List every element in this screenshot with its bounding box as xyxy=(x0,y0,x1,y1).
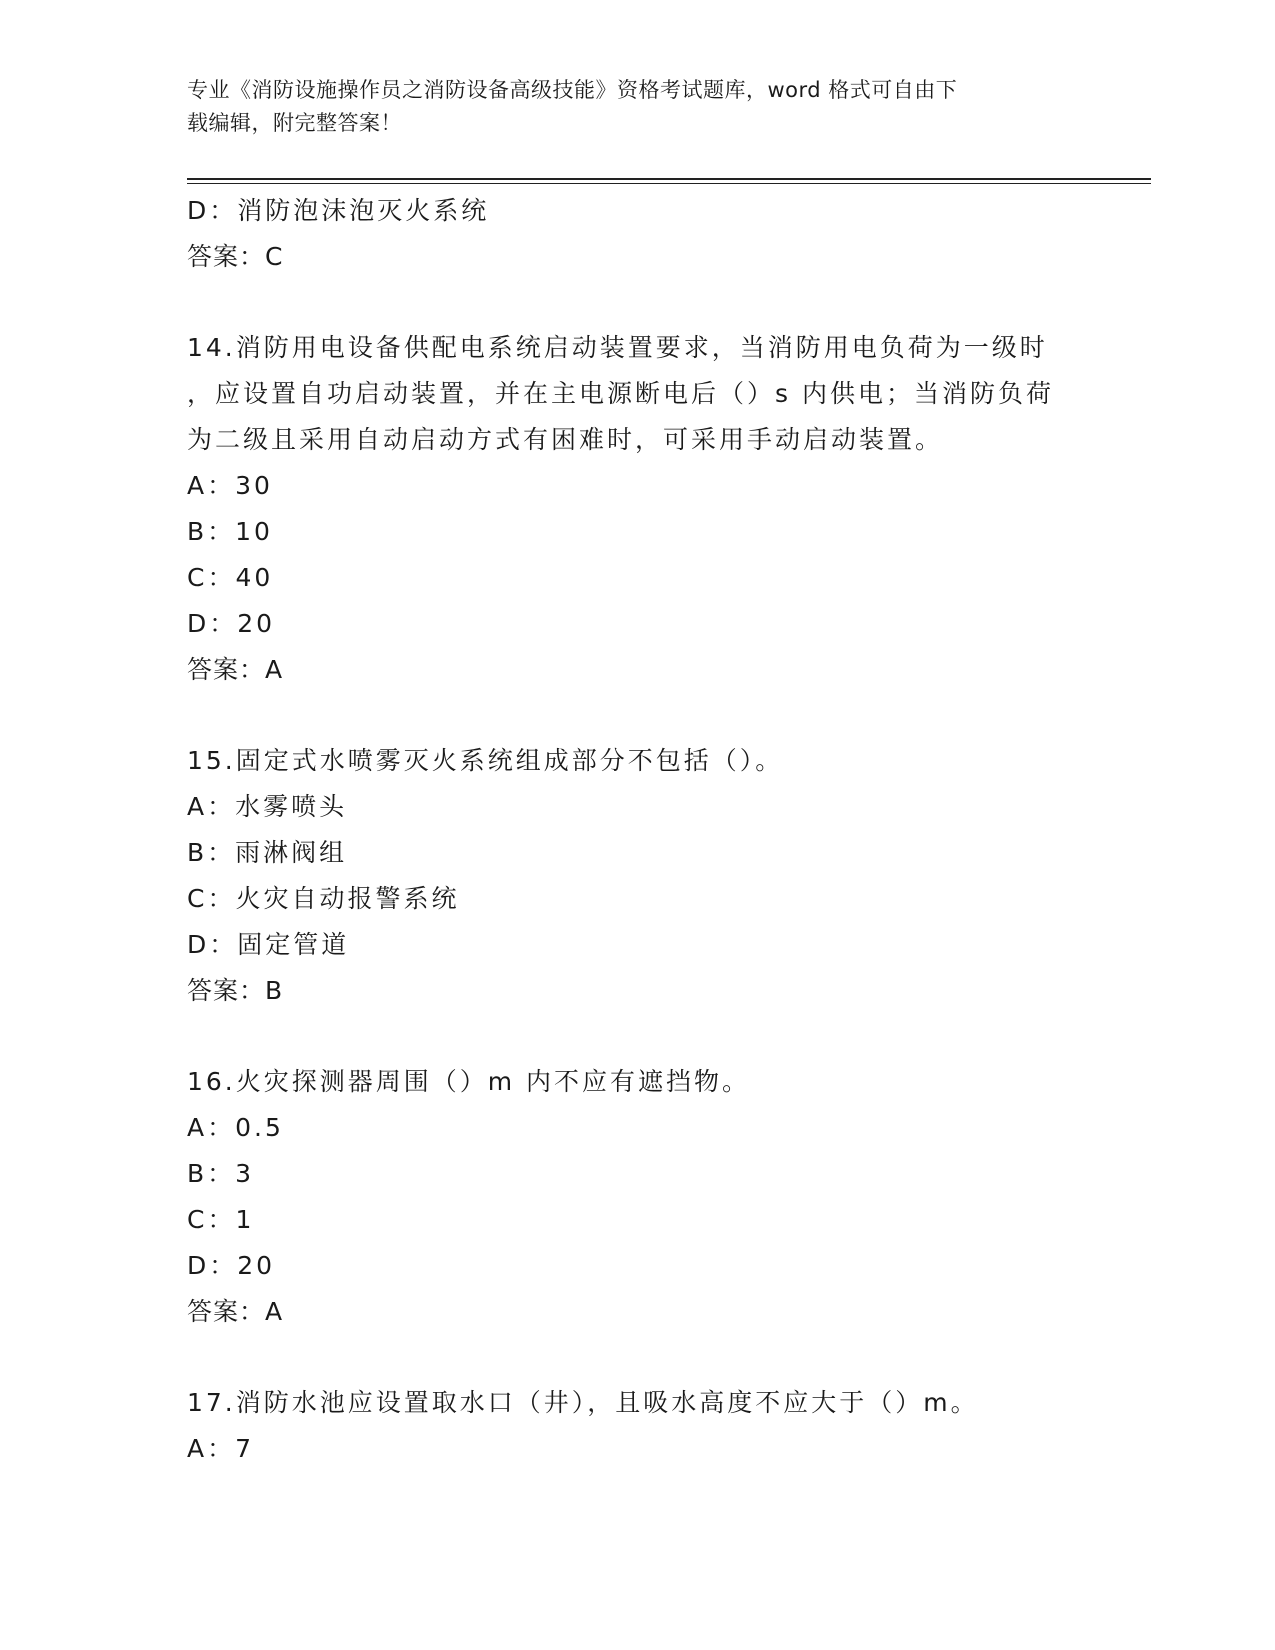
question-15-option-a: A：水雾喷头 xyxy=(187,792,348,821)
question-16-option-d: D：20 xyxy=(187,1251,276,1280)
spacer xyxy=(187,280,1087,325)
question-16-stem: 16.火灾探测器周围（）m 内不应有遮挡物。 xyxy=(187,1067,751,1096)
question-17-option-a: A：7 xyxy=(187,1434,255,1463)
question-15-option-d: D：固定管道 xyxy=(187,930,350,959)
question-17-stem: 17.消防水池应设置取水口（井），且吸水高度不应大于（）m。 xyxy=(187,1388,979,1417)
question-16 xyxy=(187,1059,1087,1335)
question-14-option-b: B：10 xyxy=(187,517,273,546)
spacer xyxy=(187,1335,1087,1380)
question-list xyxy=(187,188,1087,1472)
question-14-stem-line-1: 14.消防用电设备供配电系统启动装置要求，当消防用电负荷为一级时 xyxy=(187,333,1048,362)
header-rule-thick xyxy=(187,178,1151,180)
question-14-answer: 答案：A xyxy=(187,655,284,684)
question-15-option-b: B：雨淋阀组 xyxy=(187,838,348,867)
prev-option-d: D：消防泡沫泡灭火系统 xyxy=(187,196,490,225)
question-14-option-a: A：30 xyxy=(187,471,273,500)
page-header xyxy=(187,74,1087,140)
question-16-option-b: B：3 xyxy=(187,1159,255,1188)
question-14-option-d: D：20 xyxy=(187,609,276,638)
question-16-option-a: A：0.5 xyxy=(187,1113,284,1142)
question-14-stem-line-2: ，应设置自功启动装置，并在主电源断电后（）s 内供电；当消防负荷 xyxy=(187,379,1054,408)
question-14 xyxy=(187,325,1087,693)
spacer xyxy=(187,693,1087,738)
question-17 xyxy=(187,1380,1087,1472)
question-15-option-c: C：火灾自动报警系统 xyxy=(187,884,460,913)
question-15 xyxy=(187,738,1087,1014)
question-16-answer: 答案：A xyxy=(187,1297,284,1326)
question-14-option-c: C：40 xyxy=(187,563,274,592)
question-16-option-c: C：1 xyxy=(187,1205,255,1234)
prev-answer: 答案：C xyxy=(187,242,284,271)
spacer xyxy=(187,1014,1087,1059)
question-14-stem-line-3: 为二级且采用自动启动方式有困难时，可采用手动启动装置。 xyxy=(187,425,944,454)
header-line-2: 载编辑，附完整答案！ xyxy=(187,111,402,135)
question-15-answer: 答案：B xyxy=(187,976,284,1005)
header-rule-thin xyxy=(187,183,1151,184)
question-15-stem: 15.固定式水喷雾灭火系统组成部分不包括（）。 xyxy=(187,746,784,775)
header-line-1: 专业《消防设施操作员之消防设备高级技能》资格考试题库，word 格式可自由下 xyxy=(187,78,958,102)
